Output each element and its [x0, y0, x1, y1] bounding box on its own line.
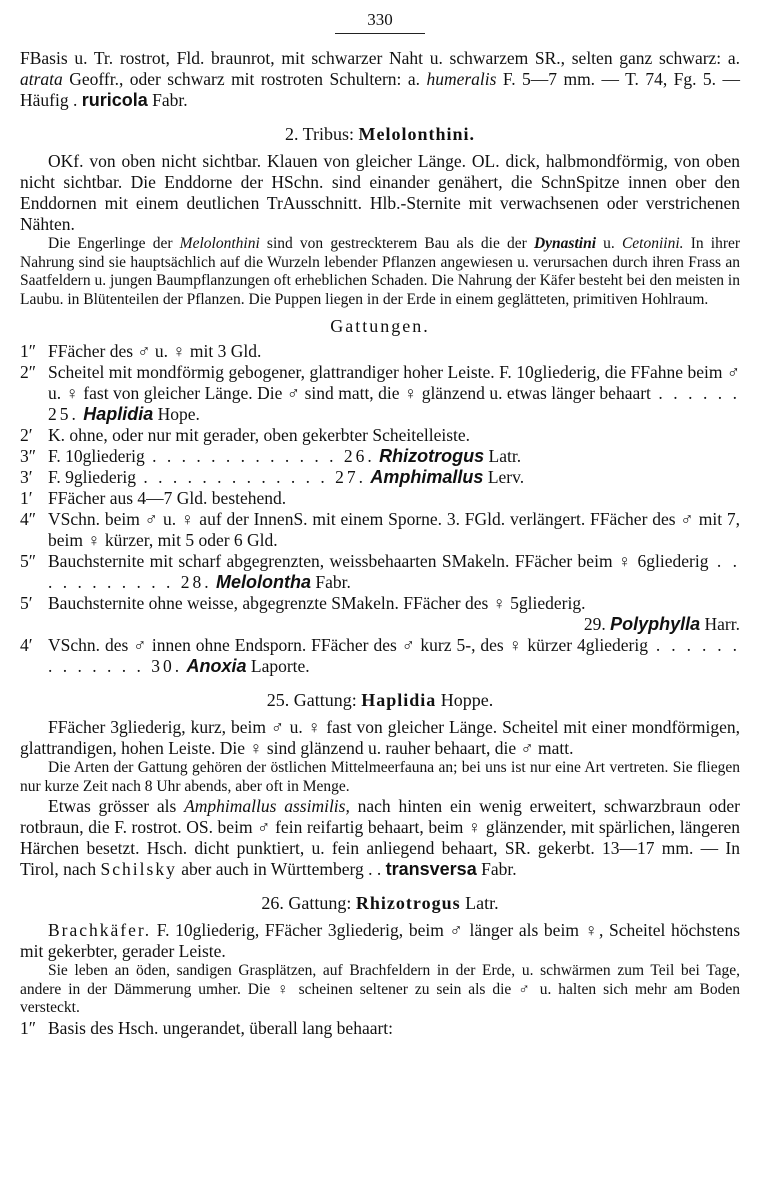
key-item: 5′ Bauchsternite ohne weisse, abgegrenzte SMakeln. FFächer des ♀ 5gliederig. 29. Polyphylla Harr.: [20, 593, 740, 634]
page-number: 330: [367, 10, 393, 29]
key-item: 1′ FFächer aus 4—7 Gld. bestehend.: [20, 488, 287, 508]
document-page: [20, 10, 740, 1039]
genus-25-description: FFächer 3gliederig, kurz, beim ♂ u. ♀ fast von gleicher Länge. Scheitel mit einer mondförmigen, glattrandigen, hohen Leiste. Die ♀ sind glänzend u. rauher behaart, die ♂ matt.: [20, 717, 740, 758]
paragraph-ruricola: FBasis u. Tr. rostrot, Fld. braunrot, mit schwarzer Naht u. schwarzem SR., selten ganz schwarz: a. atrata Geoffr., oder schwarz mit rostroten Schultern: a. humeralis F. 5—7 mm. — T. 74, Fg. 5. — Häufig . ruricola Fabr.: [20, 48, 740, 110]
header-rule: [335, 33, 425, 34]
key-item: 2′ K. ohne, oder nur mit gerader, oben gekerbter Scheitelleiste.: [20, 425, 471, 445]
key-item: 1″ Basis des Hsch. ungerandet, überall lang behaart:: [20, 1017, 394, 1038]
tribus-description: OKf. von oben nicht sichtbar. Klauen von gleicher Länge. OL. dick, halbmondförmig, von oben nicht sichtbar. Die Enddorne der HSchn. sind einander genähert, die SchnSpitze innen ober den Enddornen mit einem deutlichen TrAusschnitt. Hlb.-Sternite mit verwachsenen oder verstrichenen Nähten.: [20, 151, 740, 234]
genus-25-note: Die Arten der Gattung gehören der östlichen Mittelmeerfauna an; bei uns ist nur eine Art vertreten. Sie fliegen nur kurze Zeit nach 8 Uhr abends, aber oft in Menge.: [20, 759, 740, 795]
key-item: 3′ F. 9gliederig . . . . . . . . . . . . . 27. Amphimallus Lerv.: [20, 467, 525, 487]
key-item: 4′ VSchn. des ♂ innen ohne Endsporn. FFächer des ♂ kurz 5-, des ♀ kürzer 4gliederig . . . . . . . . . . . . . 30. Anoxia Laporte.: [20, 635, 740, 676]
species-transversa: Etwas grösser als Amphimallus assimilis, nach hinten ein wenig erweitert, schwarzbraun oder rotbraun, die F. rostrot. OS. beim ♂ fein reifartig behaart, beim ♀ glänzender, mit spärlichen, längeren Härchen besetzt. Hsch. dicht punktiert, u. fein anliegend behaart, SR. gekerbt. 13—17 mm. — In Tirol, nach Schilsky aber auch in Württemberg . . transversa Fabr.: [20, 796, 741, 879]
genus-26-heading: 26. Gattung: Rhizotrogus Latr.: [261, 893, 499, 913]
species-name: ruricola: [81, 90, 148, 110]
tribus-heading: 2. Tribus: Melolonthini.: [284, 124, 476, 144]
key-item: 4″ VSchn. beim ♂ u. ♀ auf der InnenS. mit einem Sporne. 3. FGld. verlängert. FFächer des ♂ mit 7, beim ♀ kürzer, mit 5 oder 6 Gld.: [20, 509, 740, 550]
key-item: 3″ F. 10gliederig . . . . . . . . . . . . . 26. Rhizotrogus Latr.: [20, 446, 522, 466]
key-item: 2″ Scheitel mit mondförmig gebogener, glattrandiger hoher Leiste. F. 10gliederig, die FFahne beim ♂ u. ♀ fast von gleicher Länge. Die ♂ sind matt, die ♀ glänzend u. etwas länger behaart . . . . . . 25. Haplidia Hope.: [20, 362, 741, 424]
key-item: 1″ FFächer des ♂ u. ♀ mit 3 Gld.: [20, 341, 262, 361]
genus-25-heading: 25. Gattung: Haplidia Hoppe.: [266, 690, 494, 710]
genus-26-note: Sie leben an öden, sandigen Grasplätzen, auf Brachfeldern in der Erde, u. schwärmen zum Teil bei Tage, andere in der Dämmerung umher. Die ♀ scheinen seltener zu sein als die ♂ u. halten sich mehr am Boden versteckt.: [20, 962, 740, 1016]
larvae-note: Die Engerlinge der Melolonthini sind von gestreckterem Bau als die der Dynastini u. Cetoniini. In ihrer Nahrung sind sie hauptsächlich auf die Wurzeln lebender Pflanzen angewiesen u. verursachen durch ihren Frass an Saatfeldern u. jungen Baumpflanzungen oft erheblichen Schaden. Die Nahrung der Käfer besteht bei den meisten in Laubu. in Blütenteilen der Pflanzen. Die Puppen liegen in der Erde in einem geglätteten, primitiven Hohlraum.: [20, 235, 741, 308]
genus-26-description: Brachkäfer. F. 10gliederig, FFächer 3gliederig, beim ♂ länger als beim ♀, Scheitel höchstens mit gekerbter, gerader Leiste.: [20, 920, 741, 961]
genera-heading: Gattungen.: [330, 316, 430, 336]
key-item: 5″ Bauchsternite mit scharf abgegrenzten, weissbehaarten SMakeln. FFächer beim ♀ 6gliederig . . . . . . . . . . . 28. Melolontha Fabr.: [20, 551, 741, 592]
